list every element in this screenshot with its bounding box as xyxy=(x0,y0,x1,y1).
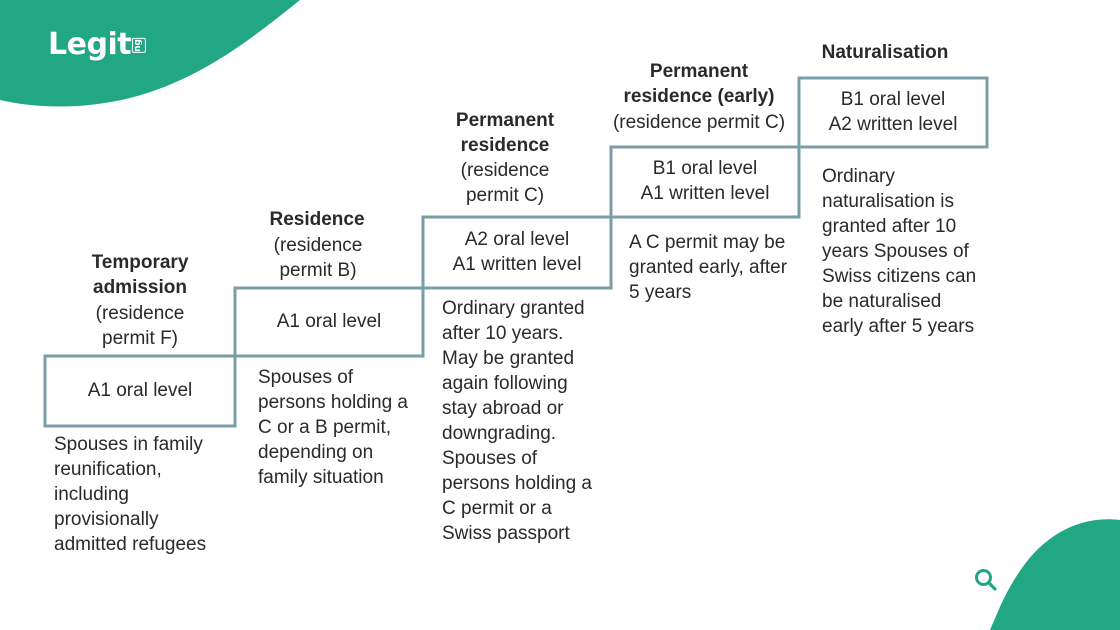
step-5-notes: Ordinary naturalisation is granted after 10 years Spouses of Swiss citizens can be naturalised early after 5 years xyxy=(822,166,977,337)
step-5-title: Naturalisation xyxy=(821,42,949,63)
step-4-requirement-written: A1 written level xyxy=(640,183,770,204)
step-4-subtitle: (residence permit C) xyxy=(612,112,786,133)
step-1-requirement: A1 oral level xyxy=(87,380,193,401)
step-4-notes: A C permit may be granted early, after 5 years xyxy=(629,232,788,303)
logo-text: Legit xyxy=(48,27,132,62)
step-3-requirement-oral: A2 oral level xyxy=(464,229,570,250)
search-icon[interactable] xyxy=(973,567,999,593)
step-1-notes: Spouses in family reunification, including provisionally admitted refugees xyxy=(54,434,207,555)
step-1-title: Temporary admission xyxy=(91,252,189,298)
step-3-requirement-written: A1 written level xyxy=(452,254,582,275)
step-4-requirement-oral: B1 oral level xyxy=(652,158,758,179)
step-3-notes: Ordinary granted after 10 years. May be granted again following stay abroad or downgrading. Spouses of persons holding a C permit or a Swiss passport xyxy=(442,298,592,544)
step-2-requirement: A1 oral level xyxy=(276,311,382,332)
logo-tld-badge: ng xyxy=(132,38,146,53)
step-2-notes: Spouses of persons holding a C or a B permit, depending on family situation xyxy=(258,367,408,488)
step-3-title: Permanent residence xyxy=(455,110,555,156)
step-2-title: Residence xyxy=(269,209,365,230)
step-1-subtitle: (residence permit F) xyxy=(95,303,185,349)
step-5-requirement-oral: B1 oral level xyxy=(840,89,946,110)
step-3-subtitle: (residence permit C) xyxy=(460,160,550,206)
step-2-subtitle: (residence permit B) xyxy=(273,235,363,281)
step-4-title: Permanent residence (early) xyxy=(623,61,775,107)
step-5-requirement-written: A2 written level xyxy=(828,114,958,135)
